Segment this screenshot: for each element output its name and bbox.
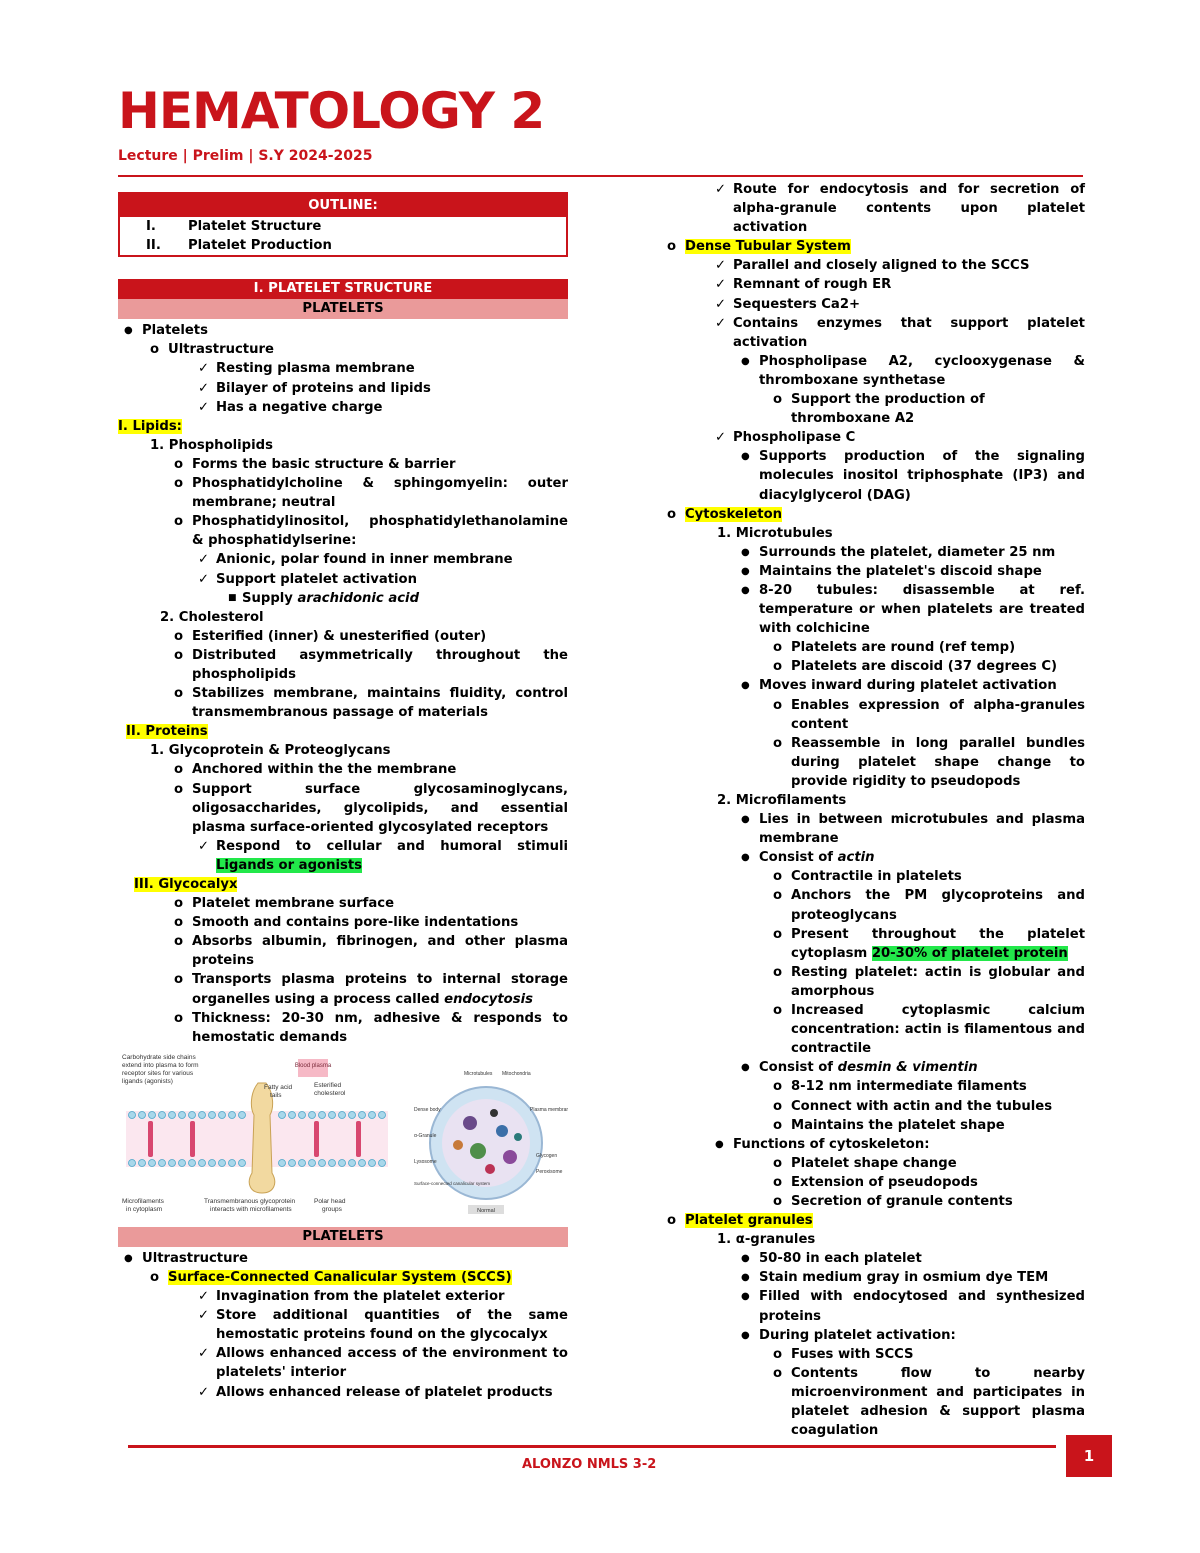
numbered-heading: 2. Microfilaments [717, 793, 847, 808]
check-item: ✓ Remnant of rough ER [733, 275, 1085, 294]
numbered-heading: 1. Microtubules [717, 525, 833, 541]
carbohydrate-label: Carbohydrate side chains extend into plasma to form receptor sites for various ligands (agonists) [122, 1053, 199, 1085]
list-item: o Fuses with SCCS [791, 1345, 1085, 1364]
list-item: o Contractile in platelets [791, 867, 1085, 886]
transmembranous-label: Transmembranous glycoprotein interacts with microfilaments [204, 1197, 296, 1213]
bullet-item: ● Maintains the platelet's discoid shape [759, 562, 1085, 581]
list-item: o Reassemble in long parallel bundles during platelet shape change to provide rigidity to pseudopods [791, 734, 1085, 791]
check-item: ✓ Bilayer of proteins and lipids [216, 379, 568, 398]
list-item: o Maintains the platelet shape [791, 1116, 1085, 1135]
peroxisome-label: Peroxisome [536, 1168, 563, 1175]
bullet-item: ● 8-20 tubules: disassemble at ref. temperature or when platelets are treated with colchicine [759, 581, 1085, 638]
check-item: ✓ Allows enhanced access of the environment to platelets' interior [216, 1344, 568, 1382]
check-item: ✓ Sequesters Ca2+ [733, 295, 1085, 314]
normal-label: Normal [477, 1207, 495, 1214]
check-item: ✓ Parallel and closely aligned to the SCCS [733, 256, 1085, 275]
list-item: o Distributed asymmetrically throughout the phospholipids [192, 646, 568, 684]
list-item: o Anchors the PM glycoproteins and proteoglycans [791, 886, 1085, 924]
list-item: o Platelet shape change [791, 1154, 1085, 1173]
italic-text: arachidonic acid [297, 590, 420, 606]
left-column [118, 192, 568, 1402]
outline-item-label: Platelet Structure [188, 219, 322, 235]
bullet-item: ● 50-80 in each platelet [759, 1249, 1085, 1268]
outline-box [118, 192, 568, 257]
platelet-membrane-figure [118, 1053, 568, 1221]
check-item: ✓ Store additional quantities of the same hemostatic proteins found on the glycocalyx [216, 1306, 568, 1344]
highlighted-heading: I. Lipids: [118, 418, 182, 434]
fatty-acid-label: Fatty acid tails [264, 1083, 293, 1099]
numbered-heading: 1. Glycoprotein & Proteoglycans [150, 743, 391, 759]
list-item: o Phosphatidylinositol, phosphatidylethanolamine & phosphatidylserine: [192, 512, 568, 550]
document-title: HEMATOLOGY 2 [118, 82, 545, 140]
check-item: ✓ Invagination from the platelet exterior [216, 1287, 568, 1306]
list-item: o Ultrastructure [168, 340, 568, 359]
bullet-item: ● During platelet activation: [759, 1326, 1085, 1345]
list-item: o Platelets are round (ref temp) [791, 638, 1085, 657]
list-item: o Secretion of granule contents [791, 1192, 1085, 1211]
text: Supply [242, 590, 298, 606]
text: Consist of [759, 850, 838, 866]
text: Respond to cellular and humoral stimuli [216, 838, 568, 854]
list-item: o Contents flow to nearby microenvironment and participates in platelet adhesion & support plasma coagulation [791, 1364, 1085, 1440]
check-item: ✓ Allows enhanced release of platelet products [216, 1383, 568, 1402]
glycogen-label: Glycogen [536, 1152, 558, 1159]
check-item [216, 837, 568, 875]
list-item: o Anchored within the the membrane [192, 760, 568, 779]
outline-item [120, 217, 566, 236]
blood-plasma-label: Blood plasma [294, 1062, 332, 1069]
italic-text: endocytosis [444, 991, 533, 1007]
bullet-item: ● Phospholipase A2, cyclooxygenase & thromboxane synthetase [759, 352, 1085, 390]
highlighted-heading: Platelet granules [685, 1213, 813, 1229]
highlighted-heading: III. Glycocalyx [134, 877, 238, 892]
list-item: o Platelet membrane surface [192, 894, 568, 913]
list-item: o Platelets are discoid (37 degrees C) [791, 657, 1085, 676]
footer-author: ALONZO NMLS 3-2 [522, 1457, 657, 1472]
list-item [192, 970, 568, 1008]
italic-text: desmin & vimentin [837, 1060, 978, 1076]
list-item: o Support the production of thromboxane A2 [791, 390, 1085, 428]
page-number: 1 [1066, 1435, 1112, 1477]
subsection-heading: PLATELETS [118, 1227, 568, 1247]
bullet-item: ● Stain medium gray in osmium dye TEM [759, 1268, 1085, 1287]
highlighted-heading: Surface-Connected Canalicular System (SCCS) [168, 1269, 512, 1285]
list-item: o Resting platelet: actin is globular and amorphous [791, 963, 1085, 1001]
dense-body-label: Dense body [414, 1106, 441, 1113]
check-item: ✓ Phospholipase C [733, 428, 1085, 447]
highlighted-heading: Dense Tubular System [685, 239, 851, 255]
list-item: o Forms the basic structure & barrier [192, 455, 568, 474]
bullet-item [759, 848, 1085, 867]
list-item: o 8-12 nm intermediate filaments [791, 1077, 1085, 1096]
cholesterol-label: Esterified cholesterol [314, 1081, 346, 1097]
bullet-item: ● Platelets [142, 321, 568, 340]
green-highlight: Ligands or agonists [216, 857, 362, 873]
green-highlight: 20-30% of platelet protein [871, 945, 1068, 961]
check-item: ✓ Anionic, polar found in inner membrane [216, 550, 568, 569]
list-item: o Phosphatidylcholine & sphingomyelin: outer membrane; neutral [192, 474, 568, 512]
bullet-item: ● Surrounds the platelet, diameter 25 nm [759, 543, 1085, 562]
membrane-diagram [118, 1053, 568, 1221]
check-item: ✓ Resting plasma membrane [216, 359, 568, 378]
list-item: o Smooth and contains pore-like indentations [192, 913, 568, 932]
section-heading: I. PLATELET STRUCTURE [118, 279, 568, 299]
check-item: ✓ Support platelet activation [216, 570, 568, 589]
sccs-label: Surface-connected canalicular system [414, 1180, 491, 1186]
plasma-membrane-label: Plasma membrane [530, 1106, 568, 1113]
list-item: o Support surface glycosaminoglycans, oligosaccharides, glycolipids, and essential plasma surface-oriented glycosylated receptors [192, 780, 568, 837]
numbered-heading: 1. α-granules [717, 1232, 816, 1248]
numbered-heading: 2. Cholesterol [160, 609, 264, 625]
italic-text: actin [837, 850, 875, 866]
list-item: o Increased cytoplasmic calcium concentration: actin is filamentous and contractile [791, 1001, 1085, 1058]
check-item: ✓ Route for endocytosis and for secretion of alpha-granule contents upon platelet activation [733, 180, 1085, 237]
outline-heading: OUTLINE: [120, 194, 566, 217]
bullet-item [759, 1058, 1085, 1077]
list-item: o Stabilizes membrane, maintains fluidity, control transmembranous passage of materials [192, 684, 568, 722]
outline-item-number: II. [146, 238, 161, 254]
subsection-heading: PLATELETS [118, 299, 568, 319]
text: Transports plasma proteins to internal storage organelles using a process called [192, 972, 568, 1007]
list-item: o Thickness: 20-30 nm, adhesive & responds to hemostatic demands [192, 1009, 568, 1047]
highlighted-heading: II. Proteins [126, 724, 208, 740]
bullet-item: ● Moves inward during platelet activation [759, 676, 1085, 695]
text: Present throughout the platelet cytoplasm [791, 926, 1085, 961]
list-item: o Connect with actin and the tubules [791, 1097, 1085, 1116]
text: Consist of [759, 1060, 838, 1076]
bullet-item: ● Functions of cytoskeleton: [733, 1135, 1085, 1154]
list-item [791, 925, 1085, 963]
lysosome-label: Lysosome [414, 1158, 437, 1165]
check-item: ✓ Has a negative charge [216, 398, 568, 417]
list-item: o Enables expression of alpha-granules content [791, 696, 1085, 734]
mitochondria-label: Mitochondria [502, 1070, 531, 1077]
footer-divider [128, 1445, 1056, 1448]
square-item [242, 589, 568, 608]
bullet-item: ● Filled with endocytosed and synthesized proteins [759, 1287, 1085, 1325]
bullet-item: ● Ultrastructure [142, 1249, 568, 1268]
header-divider [118, 175, 1083, 177]
numbered-heading: 1. Phospholipids [150, 437, 273, 453]
document-subtitle: Lecture | Prelim | S.Y 2024-2025 [118, 148, 373, 164]
list-item: o Absorbs albumin, fibrinogen, and other plasma proteins [192, 932, 568, 970]
bullet-item: ● Lies in between microtubules and plasma membrane [759, 810, 1085, 848]
right-column [635, 180, 1085, 1440]
alpha-granule-label: α-Granule [414, 1132, 437, 1139]
highlighted-heading: Cytoskeleton [685, 506, 783, 522]
outline-item-number: I. [146, 219, 156, 235]
check-item: ✓ Contains enzymes that support platelet activation [733, 314, 1085, 352]
microtubules-label: Microtubules [464, 1070, 493, 1077]
outline-item [120, 236, 566, 255]
outline-item-label: Platelet Production [188, 238, 332, 254]
bullet-item: ● Supports production of the signaling molecules inositol triphosphate (IP3) and diacylglycerol (DAG) [759, 447, 1085, 504]
microfilaments-label: Microfilaments in cytoplasm [122, 1197, 164, 1213]
list-item: o Extension of pseudopods [791, 1173, 1085, 1192]
polar-head-label: Polar head groups [314, 1197, 346, 1213]
list-item: o Esterified (inner) & unesterified (outer) [192, 627, 568, 646]
